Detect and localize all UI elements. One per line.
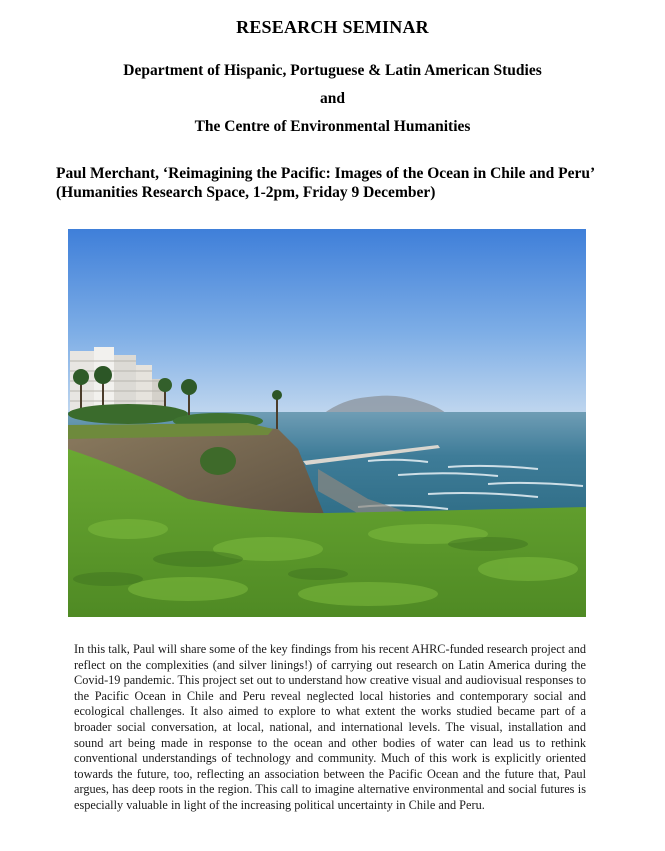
cliff-shrub — [200, 447, 236, 475]
conjunction-text: and — [320, 90, 345, 107]
page-title: RESEARCH SEMINAR — [236, 17, 429, 37]
coastline-photo — [68, 229, 586, 617]
abstract-paragraph: In this talk, Paul will share some of the key findings from his recent AHRC-funded research project and reflect on the complexities (and silver linings!) of carrying out research on Latin America during the Covid-19 pandemic. This project set out to understand how creative visual and audiovisual responses to the Pacific Ocean in Chile and Peru reveal neglected local histories and contemporary social and ecological challenges. It also aimed to explore to what extent the works studied became part of a broader social conversation, at local, national, and international levels. The visual, installation and sound art being made in response to the ocean and other bodies of water can lead us to rethink conventional understandings of technology and community. Much of this work is explicitly oriented towards the future, too, reflecting an association between the Pacific Ocean and the future that, Paul argues, has deep roots in the region. This call to imagine alternative environmental and social futures is especially valuable in light of the increasing political uncertainty in Chile and Peru. — [74, 642, 586, 812]
department-name: Department of Hispanic, Portuguese & Latin American Studies — [123, 62, 542, 79]
talk-title: Paul Merchant, ‘Reimagining the Pacific: Images of the Ocean in Chile and Peru’ (Humanities Research Space, 1-2pm, Friday 9 December) — [56, 165, 594, 201]
coastline-illustration — [68, 229, 586, 617]
centre-name: The Centre of Environmental Humanities — [194, 118, 471, 135]
